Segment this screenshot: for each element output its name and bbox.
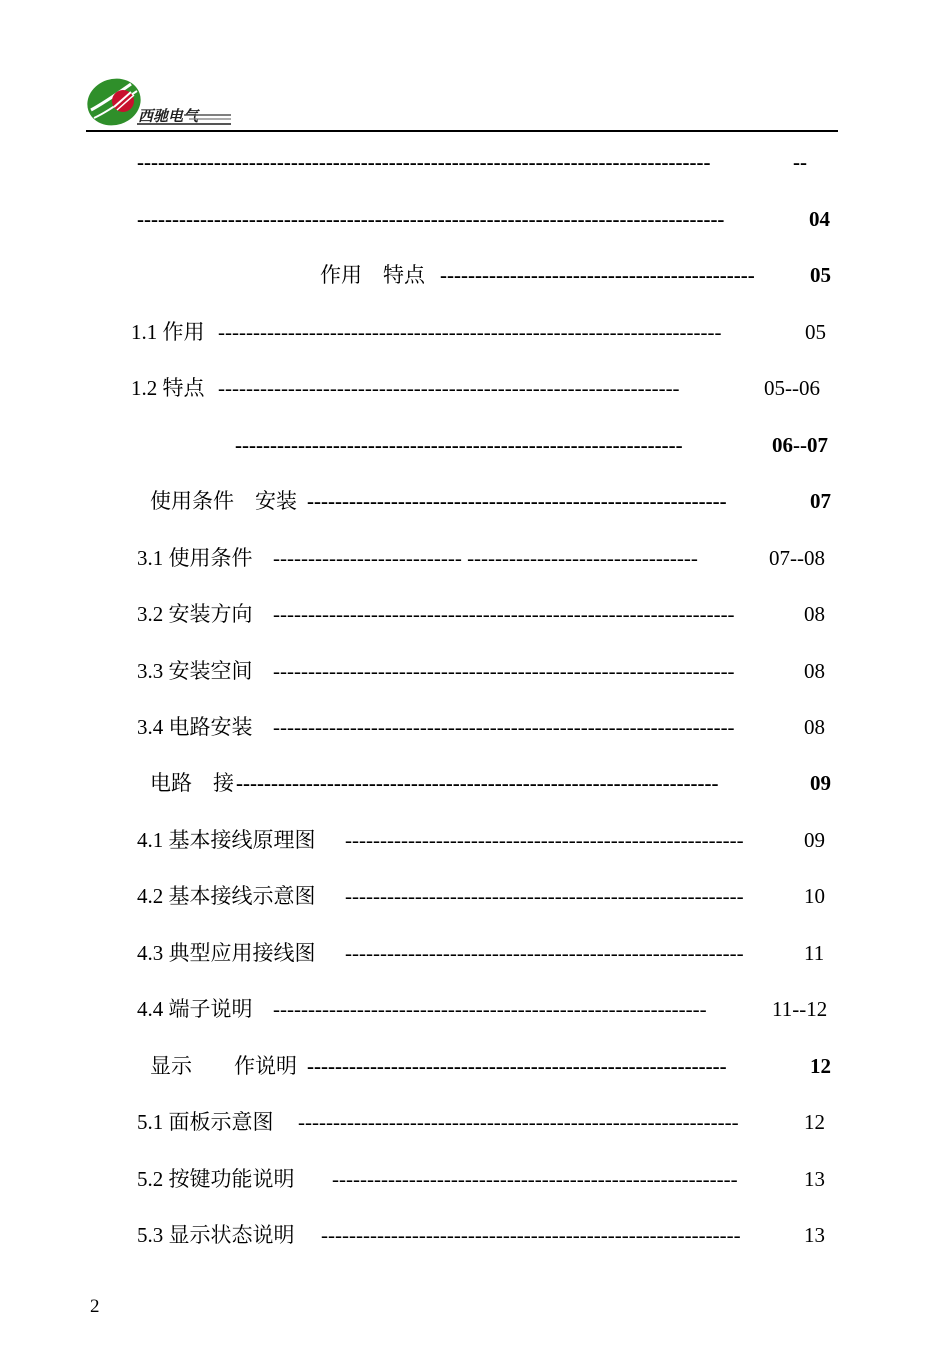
toc-title: 5.2 按键功能说明 xyxy=(137,1167,295,1191)
toc-dashes: --------------------------------------------- xyxy=(440,263,755,287)
company-logo xyxy=(86,74,236,132)
toc-page: 08 xyxy=(804,715,825,739)
toc-page: 10 xyxy=(804,884,825,908)
toc-page: 11--12 xyxy=(772,997,828,1021)
toc-line xyxy=(0,599,950,629)
toc-gap-dashes: -- xyxy=(793,150,807,174)
toc-title: 5.1 面板示意图 xyxy=(137,1110,274,1134)
toc-title: 4.4 端子说明 xyxy=(137,997,253,1021)
toc-title: 1.2 特点 xyxy=(131,376,205,400)
toc-dashes: ------------------------------------------------------------ xyxy=(307,489,727,513)
toc-title: 4.2 基本接线示意图 xyxy=(137,884,316,908)
toc-dashes: --------------------------------------------------------- xyxy=(345,941,744,965)
toc-page: 09 xyxy=(810,771,831,795)
toc-line xyxy=(0,1051,950,1081)
toc-page: 13 xyxy=(804,1167,825,1191)
toc-line xyxy=(0,1220,950,1250)
toc-page: 08 xyxy=(804,602,825,626)
toc-line xyxy=(0,881,950,911)
toc-line xyxy=(0,430,950,460)
toc-page: 13 xyxy=(804,1223,825,1247)
toc-line xyxy=(0,712,950,742)
toc-line xyxy=(0,543,950,573)
toc-line xyxy=(0,486,950,516)
toc-page: 05 xyxy=(810,263,831,287)
toc-line xyxy=(0,768,950,798)
page-number: 2 xyxy=(90,1296,100,1317)
toc-dashes: ---------------------------------------------------------- xyxy=(332,1167,738,1191)
toc-line xyxy=(0,260,950,290)
header-rule xyxy=(86,130,838,132)
toc-page: 11 xyxy=(804,941,825,965)
toc-page: 05--06 xyxy=(764,376,820,400)
toc-dashes: ---------------------------------------------------------------------------------- xyxy=(137,150,711,174)
toc-title: 3.3 安装空间 xyxy=(137,659,253,683)
toc-title: 作用 特点 xyxy=(320,263,425,287)
toc-page: 12 xyxy=(804,1110,825,1134)
toc-line xyxy=(0,994,950,1024)
toc-dashes: --------------------------------------------------------------------- xyxy=(236,771,719,795)
toc-dashes: --------------------------- --------------------------------- xyxy=(273,546,698,570)
toc-dashes: --------------------------------------------------------- xyxy=(345,828,744,852)
toc-title: 5.3 显示状态说明 xyxy=(137,1223,295,1247)
toc-title: 3.2 安装方向 xyxy=(137,602,253,626)
toc-dashes: ------------------------------------------------------------------ xyxy=(273,715,735,739)
toc-line xyxy=(0,656,950,686)
toc-line xyxy=(0,373,950,403)
toc-dashes: ---------------------------------------------------------------- xyxy=(235,433,683,457)
toc-title: 4.3 典型应用接线图 xyxy=(137,941,316,965)
toc-line xyxy=(0,1164,950,1194)
toc-page: 07 xyxy=(810,489,831,513)
toc-page: 08 xyxy=(804,659,825,683)
toc-page: 06--07 xyxy=(772,433,828,457)
toc-title: 显示 作说明 xyxy=(150,1054,297,1078)
toc-title: 使用条件 安装 xyxy=(150,489,297,513)
toc-page: 05 xyxy=(805,320,826,344)
toc-dashes: --------------------------------------------------------- xyxy=(345,884,744,908)
toc-page: 07--08 xyxy=(769,546,825,570)
toc-dashes: ------------------------------------------------------------ xyxy=(321,1223,741,1247)
toc-page: 09 xyxy=(804,828,825,852)
toc-line xyxy=(0,825,950,855)
toc-dashes: ------------------------------------------------------------------ xyxy=(273,602,735,626)
toc-page: 04 xyxy=(809,207,830,231)
toc-line xyxy=(0,938,950,968)
toc-title: 电路 接 xyxy=(150,771,234,795)
toc-title: 1.1 作用 xyxy=(131,320,205,344)
toc-line xyxy=(0,147,950,177)
toc-dashes: ------------------------------------------------------------------ xyxy=(273,659,735,683)
toc-title: 3.4 电路安装 xyxy=(137,715,253,739)
toc-dashes: ------------------------------------------------------------------ xyxy=(218,376,680,400)
toc-title: 3.1 使用条件 xyxy=(137,546,253,570)
toc-line xyxy=(0,317,950,347)
toc-line xyxy=(0,1107,950,1137)
toc-page: 12 xyxy=(810,1054,831,1078)
toc-title: 4.1 基本接线原理图 xyxy=(137,828,316,852)
toc-dashes: ------------------------------------------------------------------------------------ xyxy=(137,207,725,231)
toc-dashes: --------------------------------------------------------------- xyxy=(298,1110,739,1134)
toc-dashes: ------------------------------------------------------------------------ xyxy=(218,320,722,344)
toc-line xyxy=(0,204,950,234)
toc-dashes: -------------------------------------------------------------- xyxy=(273,997,707,1021)
toc-dashes: ------------------------------------------------------------ xyxy=(307,1054,727,1078)
logo-text: 西驰电气 xyxy=(138,107,199,125)
